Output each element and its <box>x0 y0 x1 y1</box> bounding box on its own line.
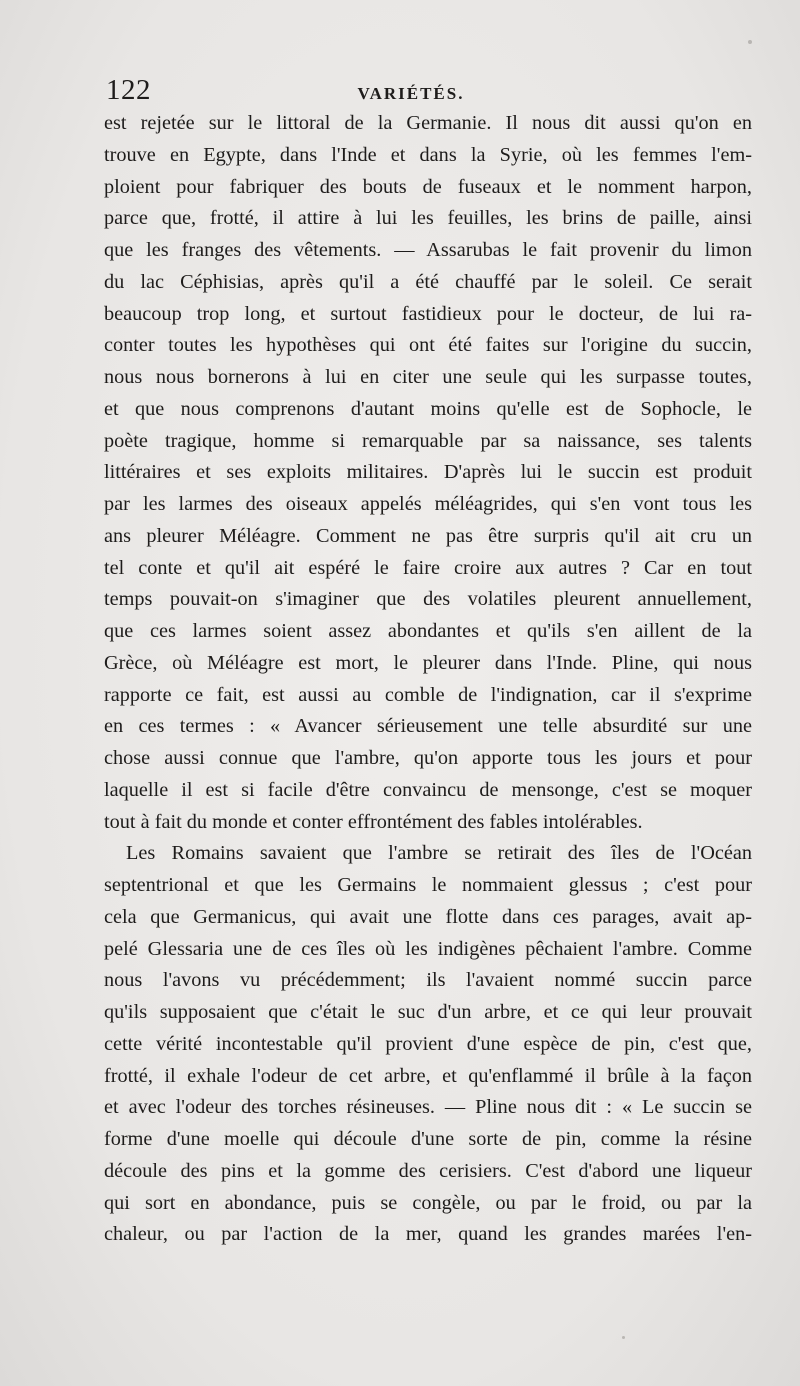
text-line: beaucoup trop long, et surtout fastidieux pour le docteur, de lui ra- <box>104 302 752 325</box>
text-line: cela que Germanicus, qui avait une flotte dans ces parages, avait ap- <box>104 905 752 928</box>
text-line: poète tragique, homme si remarquable par sa naissance, ses talents <box>104 429 752 452</box>
text-line: qu'ils supposaient que c'était le suc d'un arbre, et ce qui leur prouvait <box>104 1001 752 1023</box>
paper-speck <box>622 1336 625 1339</box>
text-line: en ces termes : « Avancer sérieusement une telle absurdité sur une <box>104 715 752 738</box>
text-line: chose aussi connue que l'ambre, qu'on apporte tous les jours et pour <box>104 747 752 769</box>
text-line: du lac Céphisias, après qu'il a été chauffé par le soleil. Ce serait <box>104 270 752 293</box>
text-line: nous l'avons vu précédemment; ils l'avaient nommé succin parce <box>104 969 752 992</box>
text-line: tel conte et qu'il ait espéré le faire croire aux autres ? Car en tout <box>104 556 752 579</box>
body-text <box>104 108 752 1251</box>
text-line: Grèce, où Méléagre est mort, le pleurer dans l'Inde. Pline, qui nous <box>104 651 752 674</box>
text-line: frotté, il exhale l'odeur de cet arbre, et qu'enflammé il brûle à la façon <box>104 1064 752 1087</box>
text-line: parce que, frotté, il attire à lui les feuilles, les brins de paille, ainsi <box>104 207 752 230</box>
text-line: et avec l'odeur des torches résineuses. — Pline nous dit : « Le succin se <box>104 1096 752 1119</box>
text-line: et que nous comprenons d'autant moins qu'elle est de Sophocle, le <box>104 397 752 420</box>
text-line: qui sort en abondance, puis se congèle, ou par le froid, ou par la <box>104 1191 752 1214</box>
text-line: laquelle il est si facile d'être convaincu de mensonge, c'est se moquer <box>104 778 752 801</box>
text-line: est rejetée sur le littoral de la Germanie. Il nous dit aussi qu'on en <box>104 112 752 134</box>
text-line: trouve en Egypte, dans l'Inde et dans la Syrie, où les femmes l'em- <box>104 143 752 166</box>
text-line: septentrional et que les Germains le nommaient glessus ; c'est pour <box>104 874 752 896</box>
text-line: pelé Glessaria une de ces îles où les indigènes pêchaient l'ambre. Comme <box>104 937 752 960</box>
text-line: chaleur, ou par l'action de la mer, quand les grandes marées l'en- <box>104 1223 752 1246</box>
text-line: que les franges des vêtements. — Assarubas le fait provenir du limon <box>104 239 752 261</box>
text-line: ploient pour fabriquer des bouts de fuseaux et le nomment harpon, <box>104 175 752 198</box>
text-line: par les larmes des oiseaux appelés méléagrides, qui s'en vont tous les <box>104 493 752 515</box>
paragraph-end-line: tout à fait du monde et conter effrontément des fables intolérables. <box>104 810 643 833</box>
page-header <box>106 74 696 110</box>
text-line: rapporte ce fait, est aussi au comble de l'indignation, car il s'exprime <box>104 683 752 706</box>
page-number: 122 <box>106 74 151 106</box>
text-line: temps pouvait-on s'imaginer que des volatiles pleurent annuellement, <box>104 588 752 611</box>
text-line: nous nous bornerons à lui en citer une seule qui les surpasse toutes, <box>104 366 752 388</box>
text-line: conter toutes les hypothèses qui ont été faites sur l'origine du succin, <box>104 334 752 357</box>
running-head: VARIÉTÉS. <box>357 84 465 103</box>
paper-speck <box>748 40 752 44</box>
text-line: forme d'une moelle qui découle d'une sorte de pin, comme la résine <box>104 1128 752 1150</box>
text-line: littéraires et ses exploits militaires. D'après lui le succin est produit <box>104 461 752 484</box>
text-line: cette vérité incontestable qu'il provient d'une espèce de pin, c'est que, <box>104 1032 752 1055</box>
text-line: ans pleurer Méléagre. Comment ne pas être surpris qu'il ait cru un <box>104 524 752 547</box>
text-line: que ces larmes soient assez abondantes et qu'ils s'en aillent de la <box>104 620 752 642</box>
text-line: découle des pins et la gomme des cerisiers. C'est d'abord une liqueur <box>104 1159 752 1182</box>
paragraph-start-line: Les Romains savaient que l'ambre se retirait des îles de l'Océan <box>126 842 752 865</box>
